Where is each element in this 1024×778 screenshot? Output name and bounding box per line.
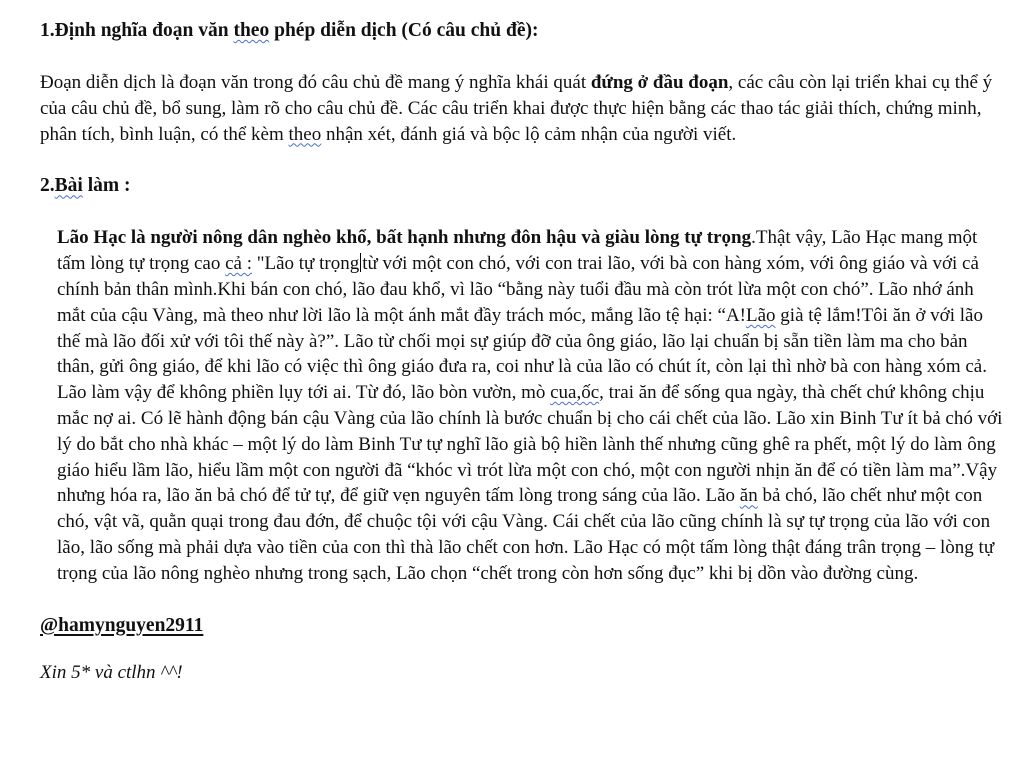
bold-phrase: đứng ở đầu đoạn [590,72,729,93]
text-run: từ với một con chó, với con trai lão, với bà con hàng xóm, với ông giáo và với cả chính bản thân mình.Khi bán con chó, lão đau khổ, vì lão “bằng này tuổi đầu mà còn trót lừa một con chó”. Lão nhớ ánh mắt của cậu Vàng, mà theo như lời lão là một ánh mắt đầy trách móc, mắng lão tệ hại: “A! [57,253,979,326]
text-run: , các câu còn lại triển khai cụ thể ý của câu chủ đề, bổ sung, làm rõ cho câu chủ đề. Các câu triển khai được thực hiện bằng các thao tác giải thích, chứng minh, phân tích, bình luận, có thể kèm [40,72,993,145]
closing-line [40,660,1006,686]
spellcheck-word: Bài [54,175,83,197]
spellcheck-word: ăn [739,485,758,507]
definition-paragraph [40,70,1006,147]
text-run: nhận xét, đánh giá và bộc lộ cảm nhận của người viết. [321,123,737,145]
signature-line [40,613,1006,639]
text-run: , trai ăn để sống qua ngày, thà chết chứ không chịu mắc nợ ai. Có lẽ hành động bán cậu Vàng của lão chính là bước chuẩn bị cho cái chết của lão. Lão xin Binh Tư ít bả chó với lý do bắt cho nhà khác – một lý do làm Binh Tư tự nghĩ lão già bộ hiền lành thế nhưng cũng ghê ra phết, một lý do làm ông giáo hiểu lầm lão, hiểu lầm một con người đã “khóc vì trót lừa một con chó, một con người nhịn ăn để có tiền làm ma”.Vậy nhưng hóa ra, lão ăn bả chó để tử tự, để giữ vẹn nguyên tấm lòng trong sáng của lão. Lão [57,382,1003,507]
spellcheck-word: cua,ốc [550,382,600,404]
essay-paragraph[interactable] [40,225,1006,586]
text-run: già tệ lắm!Tôi ăn ở với lão thế mà lão đối xử với tôi thế này à?”. Lão từ chối mọi sự giúp đỡ của ông giáo, lão lại chuẩn bị sẵn tiền làm ma cho bản thân, gửi ông giáo, để khi lão có việc thì ông giáo đưa ra, coi như là của lão có chút ít, còn lại thì nhờ bà con hàng xóm cả. Lão làm vậy để không phiền lụy tới ai. Từ đó, lão bòn vườn, mò [57,304,987,404]
heading-text: 1.Định nghĩa đoạn văn [40,20,234,41]
text-run: .Thật vậy, Lão Hạc mang một tấm lòng tự trọng cao [57,227,978,275]
section2-heading [40,173,1006,199]
text-run: bả chó, lão chết như một con chó, vật vã, quằn quại trong đau đớn, để chuộc tội với cậu Vàng. Cái chết của lão cũng chính là sự tự trọng của lão với con lão, lão sống mà phải dựa vào tiền của con thì thà lão chết con hơn. Lão Hạc có một tấm lòng thật đáng trân trọng – lòng tự trọng của lão nông nghèo nhưng trong sạch, Lão chọn “chết trong còn hơn sống đục” khi bị dồn vào đường cùng. [57,485,995,584]
heading-text: 2. [40,175,55,197]
spellcheck-word: cả : [225,253,252,275]
spellcheck-word: theo [288,123,322,145]
author-signature: @hamynguyen2911 [40,614,204,636]
text-run: Đoạn diễn dịch là đoạn văn trong đó câu chủ đề mang ý nghĩa khái quát [40,72,591,93]
heading-text: phép diễn dịch (Có câu chủ đề): [269,20,539,41]
spellcheck-word: theo [233,20,270,41]
topic-sentence: Lão Hạc là người nông dân nghèo khổ, bất hạnh nhưng đôn hậu và giàu lòng tự trọng [57,227,752,249]
spellcheck-word: Lão [746,304,776,326]
document-page [40,18,1006,686]
closing-text: Xin 5* và ctlhn ^^! [40,662,183,684]
text-run: "Lão tự trọng [251,253,360,275]
heading-text: làm : [82,175,131,197]
section1-heading [40,18,1006,44]
